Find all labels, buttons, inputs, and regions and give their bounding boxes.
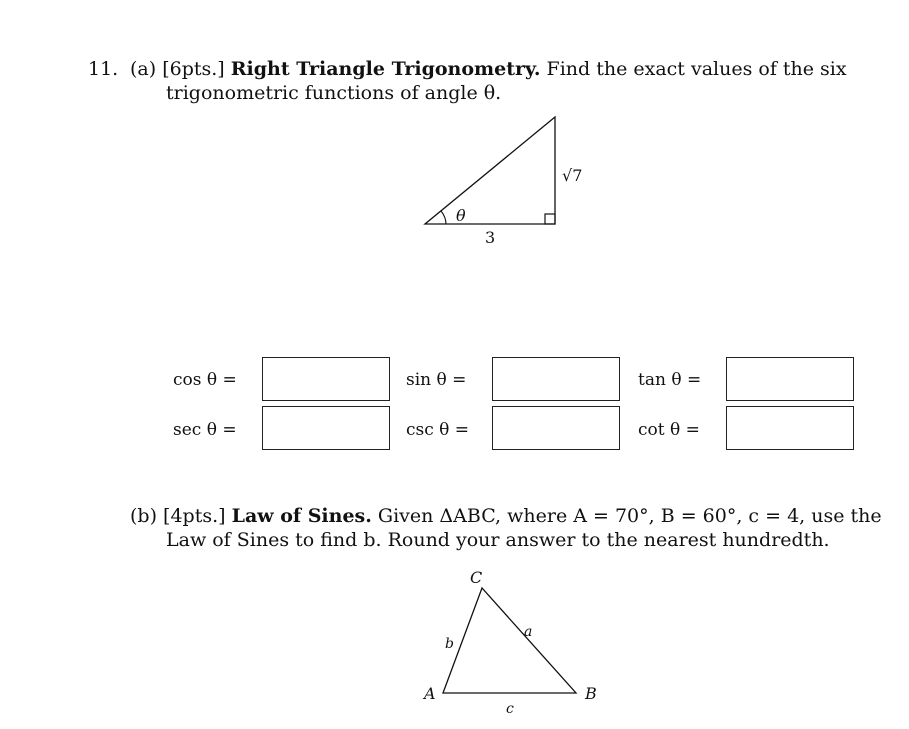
tan-label: tan θ = (638, 370, 702, 390)
side-a-label: a (524, 624, 533, 640)
part-b-points: [4pts.] (163, 505, 226, 527)
part-b-instruction-1: Given ΔABC, where A = 70°, B = 60°, c = 4, use the (377, 505, 882, 527)
sec-label: sec θ = (173, 420, 237, 440)
side-radical-label: √7 (562, 166, 583, 185)
part-a-instruction-1: Find the exact values of the six (546, 58, 847, 80)
sin-label: sin θ = (406, 370, 467, 390)
part-a-title: Right Triangle Trigonometry. (230, 58, 541, 80)
vertex-b-label: B (585, 684, 597, 703)
csc-label: csc θ = (406, 420, 470, 440)
vertex-c-label: C (470, 568, 483, 587)
part-a-label: (a) (130, 58, 157, 80)
part-a-instruction-2: trigonometric functions of angle θ. (166, 82, 502, 104)
oblique-triangle (443, 588, 576, 693)
part-b-title: Law of Sines. (231, 505, 372, 527)
cos-label: cos θ = (173, 370, 237, 390)
side-b-label: b (445, 636, 454, 652)
angle-theta-label: θ (456, 206, 466, 225)
cot-label: cot θ = (638, 420, 700, 440)
vertex-a-label: A (424, 684, 436, 703)
part-b-label: (b) (130, 505, 157, 527)
problem-number: 11. (88, 58, 119, 80)
side-c-label: c (506, 701, 514, 717)
base-label: 3 (485, 228, 496, 247)
part-b-instruction-2: Law of Sines to find b. Round your answer to the nearest hundredth. (166, 529, 830, 551)
part-a-points: [6pts.] (162, 58, 225, 80)
